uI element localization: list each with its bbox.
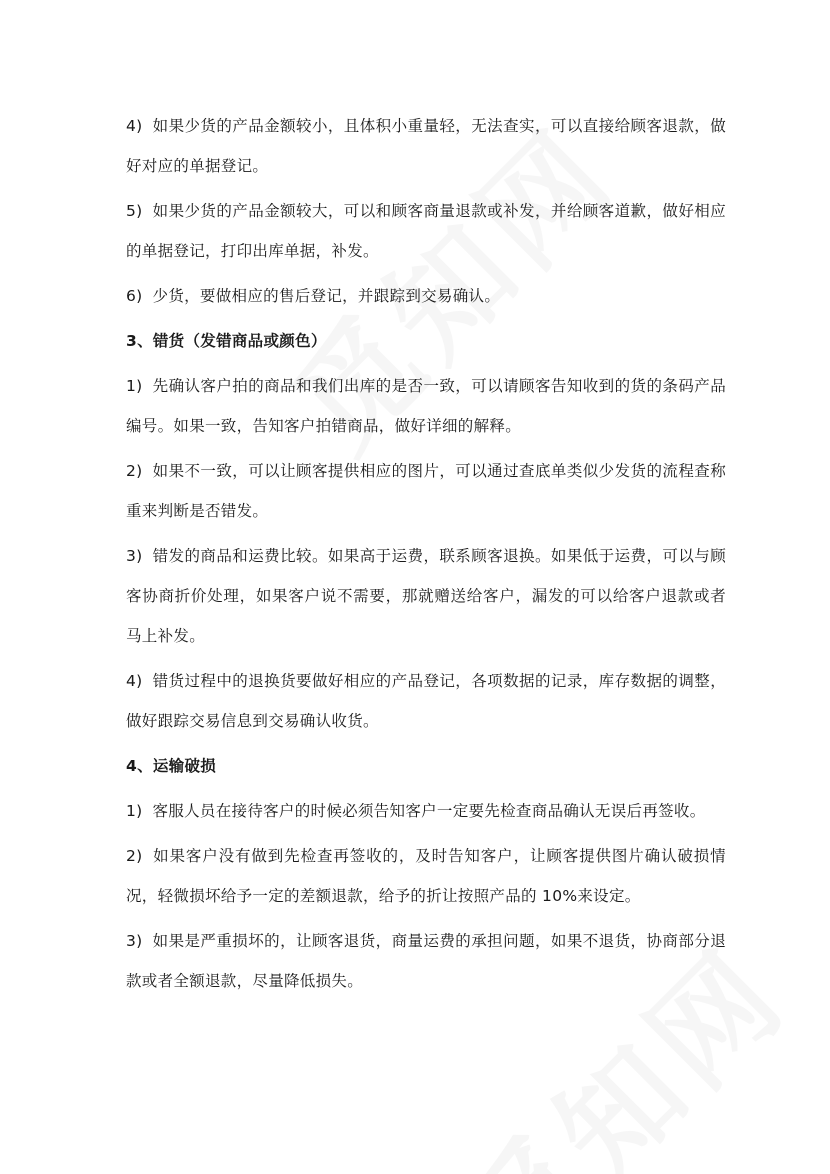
paragraph xyxy=(126,366,726,446)
paragraph xyxy=(126,451,726,531)
paragraph xyxy=(126,106,726,186)
heading-text: 4、运输破损 xyxy=(126,757,217,775)
heading-text: 3、错货（发错商品或颜色） xyxy=(126,332,327,350)
section-heading xyxy=(126,746,726,786)
item-number: 1) xyxy=(126,802,143,820)
paragraph-text: 如果不一致，可以让顾客提供相应的图片，可以通过查底单类似少发货的流程查称重来判断是否错发。 xyxy=(126,462,726,520)
item-number: 3) xyxy=(126,932,143,950)
paragraph-text: 如果少货的产品金额较大，可以和顾客商量退款或补发，并给顾客道歉，做好相应的单据登记，打印出库单据，补发。 xyxy=(126,202,726,260)
paragraph-text: 如果是严重损坏的，让顾客退货，商量运费的承担问题，如果不退货，协商部分退款或者全额退款，尽量降低损失。 xyxy=(126,932,726,990)
item-number: 4) xyxy=(126,672,143,690)
item-number: 1) xyxy=(126,377,143,395)
paragraph xyxy=(126,191,726,271)
paragraph-text: 错发的商品和运费比较。如果高于运费，联系顾客退换。如果低于运费，可以与顾客协商折价处理，如果客户说不需要，那就赠送给客户，漏发的可以给客户退款或者马上补发。 xyxy=(126,547,726,645)
paragraph xyxy=(126,661,726,741)
section-heading xyxy=(126,321,726,361)
item-number: 6) xyxy=(126,287,143,305)
item-number: 5) xyxy=(126,202,143,220)
paragraph-text: 如果客户没有做到先检查再签收的，及时告知客户，让顾客提供图片确认破损情况，轻微损坏给予一定的差额退款，给予的折让按照产品的 10%来设定。 xyxy=(126,847,726,905)
item-number: 4) xyxy=(126,117,143,135)
item-number: 2) xyxy=(126,847,143,865)
item-number: 2) xyxy=(126,462,143,480)
item-number: 3) xyxy=(126,547,143,565)
paragraph-text: 先确认客户拍的商品和我们出库的是否一致，可以请顾客告知收到的货的条码产品编号。如果一致，告知客户拍错商品，做好详细的解释。 xyxy=(126,377,726,435)
paragraph xyxy=(126,791,726,831)
paragraph-text: 如果少货的产品金额较小，且体积小重量轻，无法查实，可以直接给顾客退款，做好对应的单据登记。 xyxy=(126,117,726,175)
paragraph-text: 客服人员在接待客户的时候必须告知客户一定要先检查商品确认无误后再签收。 xyxy=(152,802,706,820)
paragraph xyxy=(126,536,726,656)
paragraph-text: 错货过程中的退换货要做好相应的产品登记，各项数据的记录，库存数据的调整，做好跟踪交易信息到交易确认收货。 xyxy=(126,672,726,730)
paragraph-text: 少货，要做相应的售后登记，并跟踪到交易确认。 xyxy=(152,287,501,305)
paragraph xyxy=(126,276,726,316)
paragraph xyxy=(126,921,726,1001)
document-body xyxy=(126,106,726,1006)
paragraph xyxy=(126,836,726,916)
